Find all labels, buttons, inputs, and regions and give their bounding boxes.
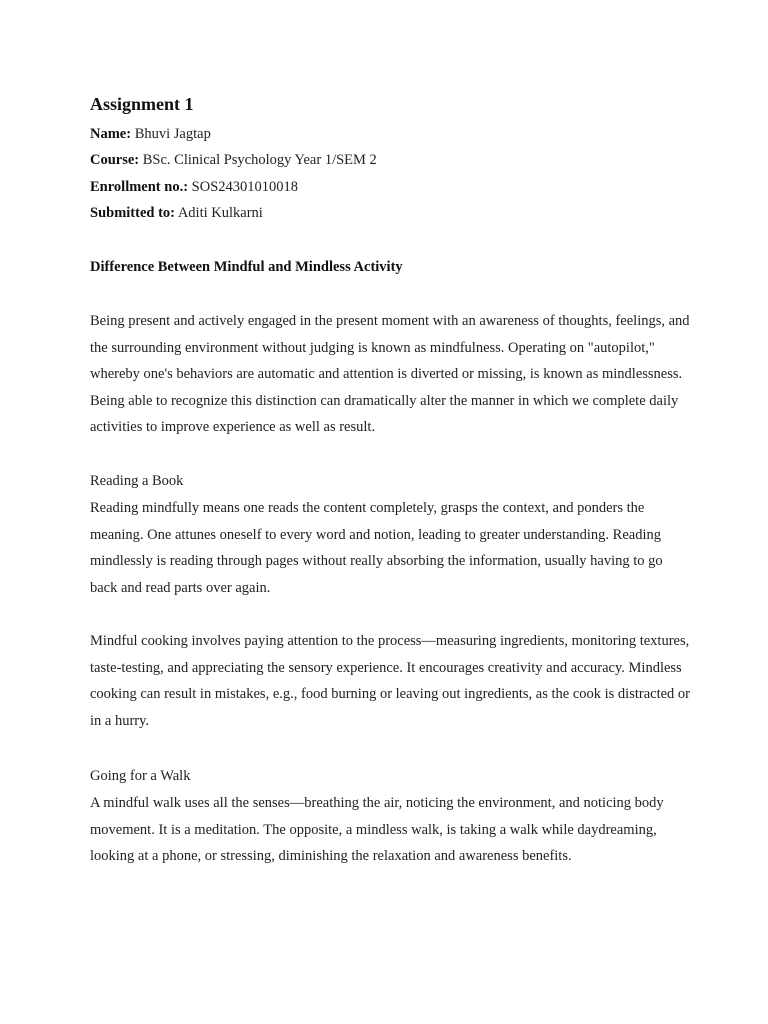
- reading-paragraph: Reading mindfully means one reads the content completely, grasps the context, and ponders the meaning. One attunes oneself to every word and notion, leading to greater understanding. Reading mindlessly is reading through pages without really absorbing the information, usually having to go back and read parts over again.: [90, 500, 663, 596]
- submitted-to-line: [90, 203, 263, 223]
- document-title: Assignment 1: [90, 94, 194, 114]
- course-line: [90, 150, 377, 170]
- name-label: Name:: [90, 126, 132, 142]
- subhead-reading: Reading a Book: [90, 473, 184, 489]
- enrollment-label: Enrollment no.:: [90, 179, 189, 195]
- subhead-walk: Going for a Walk: [90, 768, 191, 784]
- enrollment-line: [90, 177, 298, 197]
- walk-paragraph: A mindful walk uses all the senses—breathing the air, noticing the environment, and noticing body movement. It is a meditation. The opposite, a mindless walk, is taking a walk while daydreaming, looking at a phone, or stressing, diminishing the relaxation and awareness benefits.: [90, 795, 664, 865]
- course-label: Course:: [90, 152, 140, 168]
- name-line: [90, 124, 211, 144]
- enrollment-value: SOS24301010018: [191, 179, 299, 195]
- intro-paragraph: Being present and actively engaged in the present moment with an awareness of thoughts, feelings, and the surrounding environment without judging is known as mindfulness. Operating on "autopilot," whereby one's behaviors are automatic and attention is diverted or missing, is known as mindlessness. Being able to recognize this distinction can dramatically alter the manner in which we complete daily activities to improve experience as well as result.: [90, 313, 690, 436]
- section-heading: Difference Between Mindful and Mindless Activity: [90, 259, 403, 275]
- submitted-to-label: Submitted to:: [90, 205, 175, 221]
- cooking-paragraph: Mindful cooking involves paying attention to the process—measuring ingredients, monitoring textures, taste-testing, and appreciating the sensory experience. It encourages creativity and accuracy. Mindless cooking can result in mistakes, e.g., food burning or leaving out ingredients, as the cook is distracted or in a hurry.: [90, 633, 691, 729]
- course-value: BSc. Clinical Psychology Year 1/SEM 2: [142, 152, 377, 168]
- name-value: Bhuvi Jagtap: [134, 126, 211, 142]
- submitted-to-value: Aditi Kulkarni: [177, 205, 263, 221]
